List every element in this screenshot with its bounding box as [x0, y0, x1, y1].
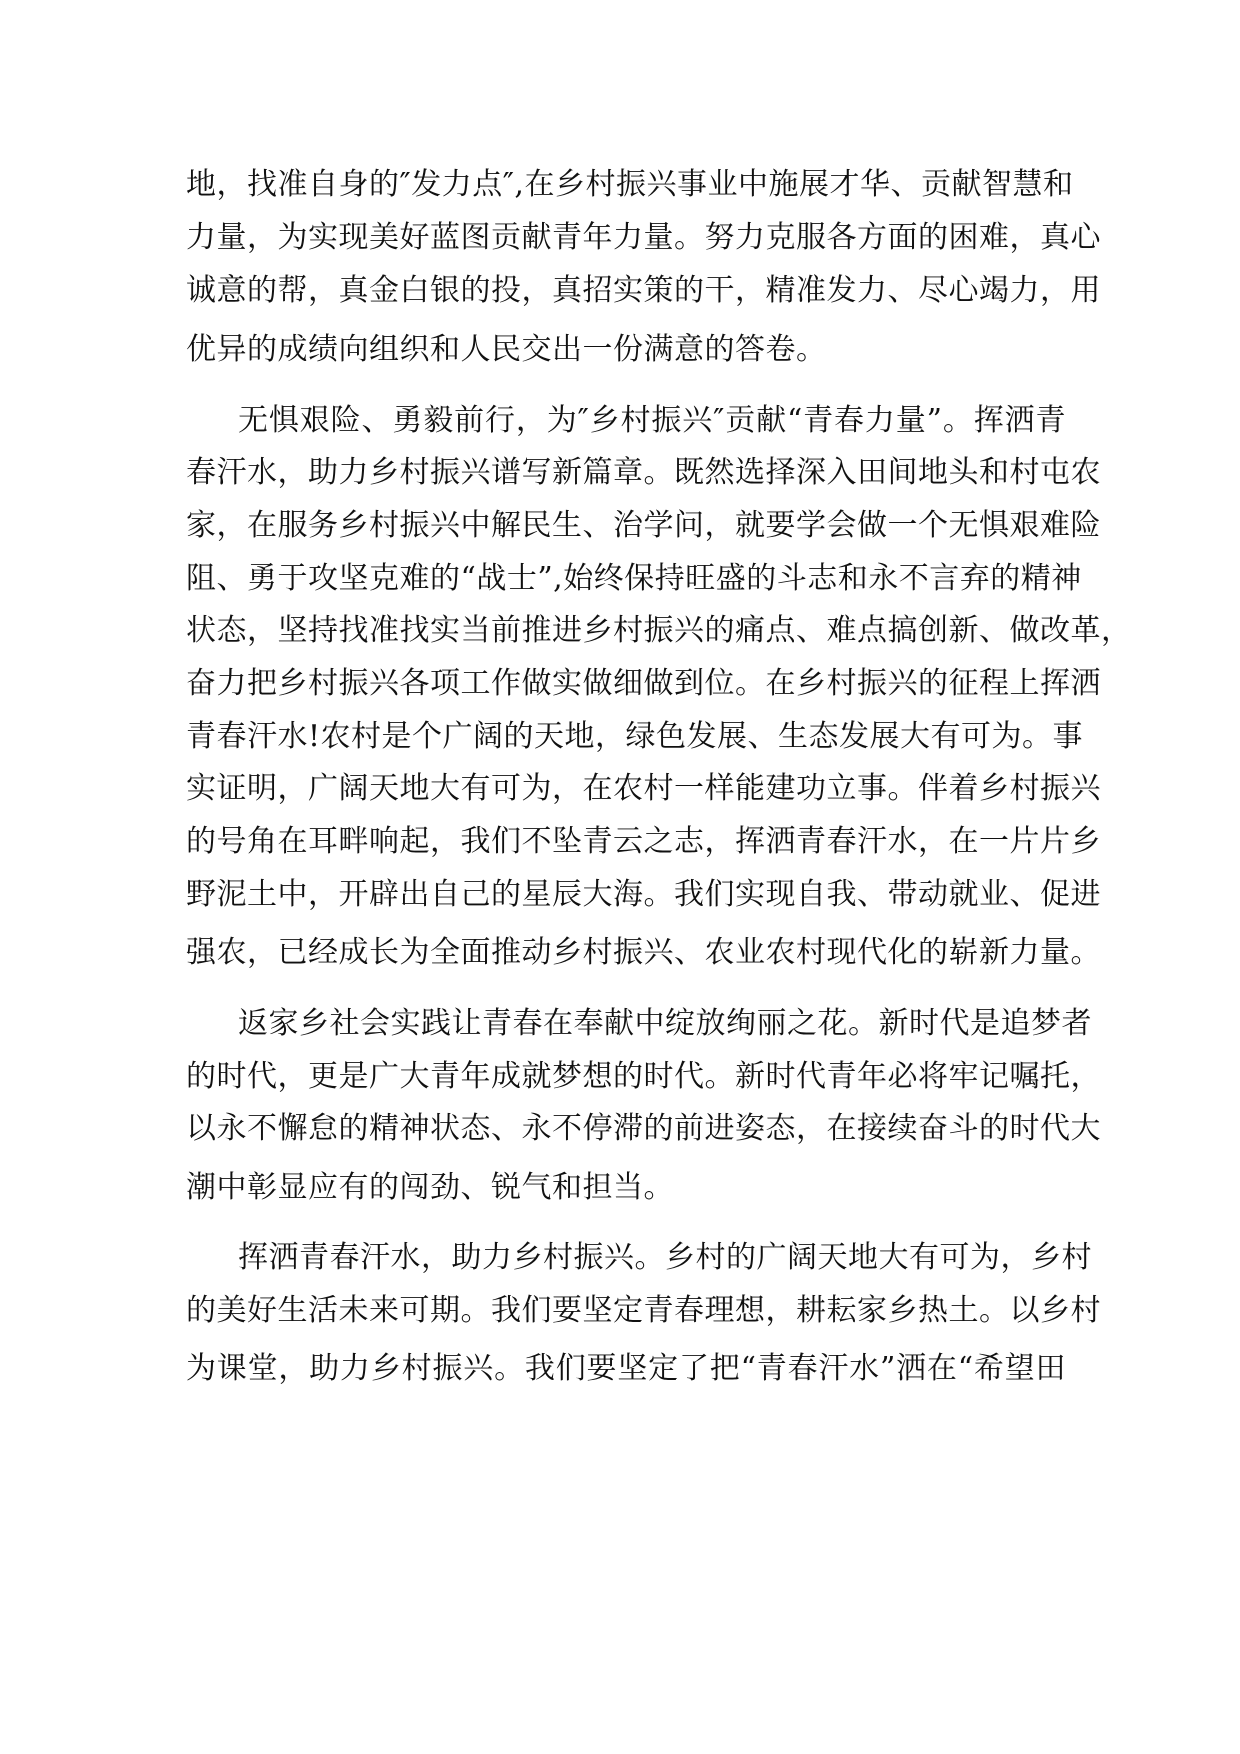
paragraph-2-line-10: 野泥土中，开辟出自己的星辰大海。我们实现自我、带动就业、促进 [186, 877, 1101, 912]
text-line-1: 地，找准自身的″发力点″,在乡村振兴事业中施展才华、贡献智慧和 [186, 167, 1074, 202]
text-line-4: 优异的成绩向组织和人民交出一份满意的答卷。 [186, 332, 827, 367]
text-line-2: 力量，为实现美好蓝图贡献青年力量。努力克服各方面的困难，真心 [186, 220, 1101, 255]
paragraph-2-line-6: 奋力把乡村振兴各项工作做实做细做到位。在乡村振兴的征程上挥洒 [186, 666, 1101, 701]
paragraph-4-line-3: 为课堂，助力乡村振兴。我们要坚定了把“青春汗水”洒在“希望田 [186, 1351, 1066, 1386]
paragraph-3-line-2: 的时代，更是广大青年成就梦想的时代。新时代青年必将牢记嘱托， [186, 1059, 1101, 1094]
paragraph-2-line-4: 阻、勇于攻坚克难的“战士”,始终保持旺盛的斗志和永不言弃的精神 [186, 561, 1082, 596]
paragraph-2-line-7: 青春汗水!农村是个广阔的天地，绿色发展、生态发展大有可为。事 [186, 719, 1084, 754]
paragraph-2-line-5: 状态，坚持找准找实当前推进乡村振兴的痛点、难点搞创新、做改革， [186, 613, 1132, 648]
paragraph-2-line-8: 实证明，广阔天地大有可为，在农村一样能建功立事。伴着乡村振兴 [186, 771, 1101, 806]
paragraph-2-line-1: 无惧艰险、勇毅前行，为″乡村振兴″贡献“青春力量”。挥洒青 [238, 403, 1066, 438]
paragraph-3-line-1: 返家乡社会实践让青春在奉献中绽放绚丽之花。新时代是追梦者 [238, 1006, 1092, 1041]
paragraph-2-line-9: 的号角在耳畔响起，我们不坠青云之志，挥洒青春汗水，在一片片乡 [186, 824, 1101, 859]
paragraph-2-line-3: 家，在服务乡村振兴中解民生、治学问，就要学会做一个无惧艰难险 [186, 508, 1101, 543]
paragraph-4-line-1: 挥洒青春汗水，助力乡村振兴。乡村的广阔天地大有可为，乡村 [238, 1240, 1092, 1275]
paragraph-4-line-2: 的美好生活未来可期。我们要坚定青春理想，耕耘家乡热土。以乡村 [186, 1293, 1101, 1328]
paragraph-3-line-3: 以永不懈怠的精神状态、永不停滞的前进姿态，在接续奋斗的时代大 [186, 1111, 1101, 1146]
paragraph-2-line-11: 强农，已经成长为全面推动乡村振兴、农业农村现代化的崭新力量。 [186, 935, 1101, 970]
paragraph-3-line-4: 潮中彰显应有的闯劲、锐气和担当。 [186, 1170, 674, 1205]
text-line-3: 诚意的帮，真金白银的投，真招实策的干，精准发力、尽心竭力，用 [186, 273, 1101, 308]
paragraph-2-line-2: 春汗水，助力乡村振兴谱写新篇章。既然选择深入田间地头和村屯农 [186, 455, 1101, 490]
